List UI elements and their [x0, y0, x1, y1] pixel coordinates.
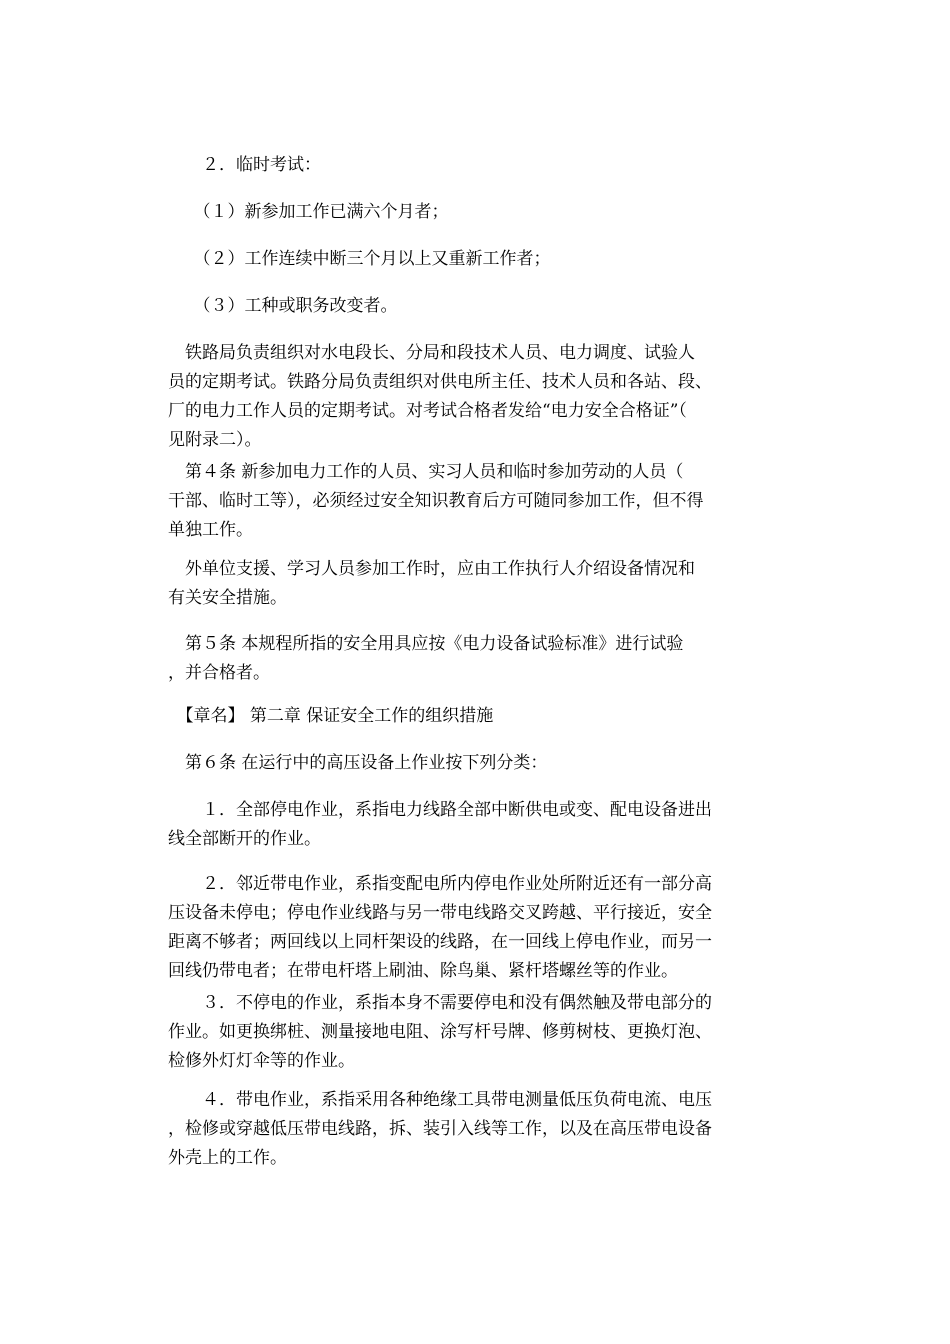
- text-line: 检修外灯灯伞等的作业。: [168, 1051, 355, 1071]
- text-line: 铁路局负责组织对水电段长、分局和段技术人员、电力调度、试验人: [168, 343, 695, 363]
- text-line: 有关安全措施。: [168, 588, 287, 608]
- chapter-heading: [168, 702, 788, 731]
- text-line: 第４条 新参加电力工作的人员、实习人员和临时参加劳动的人员（: [168, 462, 684, 482]
- paragraph-full-outage: [168, 796, 788, 854]
- paragraph-external-support: [168, 555, 788, 613]
- text-line: 线全部断开的作业。: [168, 829, 321, 849]
- text-line: 压设备未停电；停电作业线路与另一带电线路交叉跨越、平行接近，安全: [168, 903, 712, 923]
- paragraph-exam-item-2: [168, 245, 788, 274]
- paragraph-no-outage: [168, 989, 788, 1076]
- paragraph-live-work: [168, 1086, 788, 1173]
- text-line: 厂的电力工作人员的定期考试。对考试合格者发给“电力安全合格证”（: [168, 401, 687, 421]
- paragraph-railway-bureau: [168, 339, 788, 455]
- text-line: 距离不够者；两回线以上同杆架设的线路，在一回线上停电作业，而另一: [168, 932, 712, 952]
- paragraph-article-6: [168, 749, 788, 778]
- paragraph-adjacent-live: [168, 870, 788, 986]
- text-line: ２．邻近带电作业，系指变配电所内停电作业处所附近还有一部分高: [168, 874, 712, 894]
- text-line: ２．临时考试：: [168, 155, 321, 175]
- paragraph-exam-item-3: [168, 292, 788, 321]
- text-line: 作业。如更换绑桩、测量接地电阻、涂写杆号牌、修剪树枝、更换灯泡、: [168, 1022, 712, 1042]
- text-line: 回线仍带电者；在带电杆塔上刷油、除鸟巢、紧杆塔螺丝等的作业。: [168, 961, 678, 981]
- text-line: 【章名】 第二章 保证安全工作的组织措施: [168, 706, 494, 726]
- paragraph-exam-item-1: [168, 198, 788, 227]
- text-line: 外单位支援、学习人员参加工作时，应由工作执行人介绍设备情况和: [168, 559, 695, 579]
- text-line: ４．带电作业，系指采用各种绝缘工具带电测量低压负荷电流、电压: [168, 1090, 712, 1110]
- text-line: ，并合格者。: [168, 663, 270, 683]
- text-line: 见附录二）。: [168, 430, 262, 450]
- text-line: 第６条 在运行中的高压设备上作业按下列分类：: [168, 753, 548, 773]
- text-line: （１）新参加工作已满六个月者；: [168, 202, 449, 222]
- text-line: 第５条 本规程所指的安全用具应按《电力设备试验标准》进行试验: [168, 634, 684, 654]
- text-line: 外壳上的工作。: [168, 1148, 287, 1168]
- text-line: １．全部停电作业，系指电力线路全部中断供电或变、配电设备进出: [168, 800, 712, 820]
- text-line: 员的定期考试。铁路分局负责组织对供电所主任、技术人员和各站、段、: [168, 372, 712, 392]
- text-line: ３．不停电的作业，系指本身不需要停电和没有偶然触及带电部分的: [168, 993, 712, 1013]
- text-line: （３）工种或职务改变者。: [168, 296, 398, 316]
- paragraph-exam-temporary: [168, 151, 788, 180]
- text-line: ，检修或穿越低压带电线路，拆、装引入线等工作，以及在高压带电设备: [168, 1119, 712, 1139]
- text-line: （２）工作连续中断三个月以上又重新工作者；: [168, 249, 551, 269]
- text-line: 单独工作。: [168, 520, 253, 540]
- text-line: 干部、临时工等），必须经过安全知识教育后方可随同参加工作，但不得: [168, 491, 704, 511]
- paragraph-article-5: [168, 630, 788, 688]
- paragraph-article-4: [168, 458, 788, 545]
